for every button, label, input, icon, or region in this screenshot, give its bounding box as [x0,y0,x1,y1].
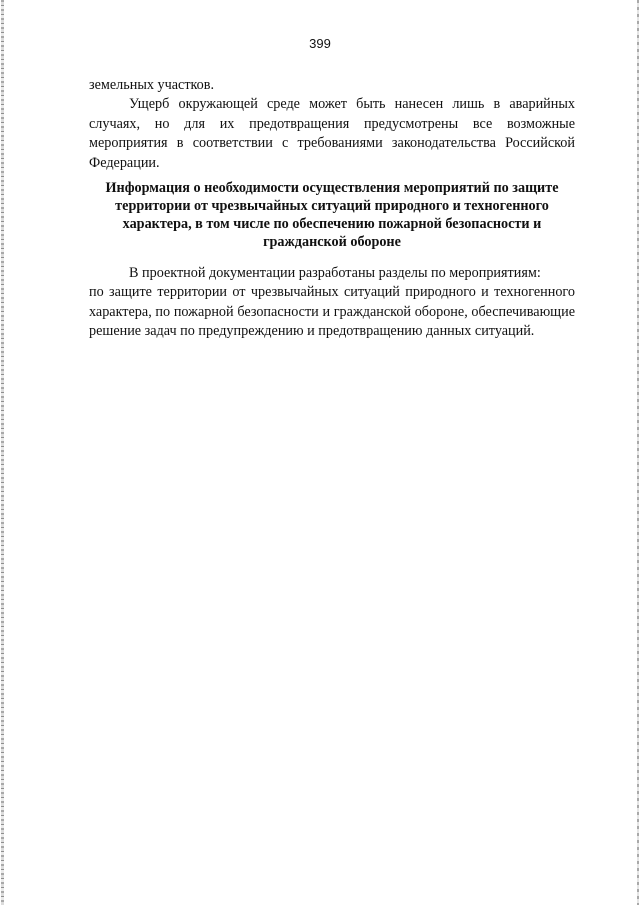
paragraph-intro: В проектной документации разработаны разделы по мероприятиям: [129,265,541,281]
scan-left-edge [1,0,4,905]
scan-right-edge [637,0,639,905]
paragraph-damage: Ущерб окружающей среде может быть нанесен лишь в аварийных случаях, но для их предотвращения предусмотрены все возможные мероприятия в соответствии с требованиями законодательства Российской Федерации. [89,96,575,171]
paragraph-measures: по защите территории от чрезвычайных ситуаций природного и техногенного характера, по пожарной безопасности и гражданской обороне, обеспечивающие решение задач по предупреждению и предотвращению данных ситуаций. [89,284,575,339]
page-number: 399 [309,36,331,51]
continuation-line: земельных участков. [89,77,215,93]
section-heading: Информация о необходимости осуществления мероприятий по защите территории от чрезвычайных ситуаций природного и техногенного характера, в том числе по обеспечению пожарной безопасности и гражданской обороне [105,180,559,250]
